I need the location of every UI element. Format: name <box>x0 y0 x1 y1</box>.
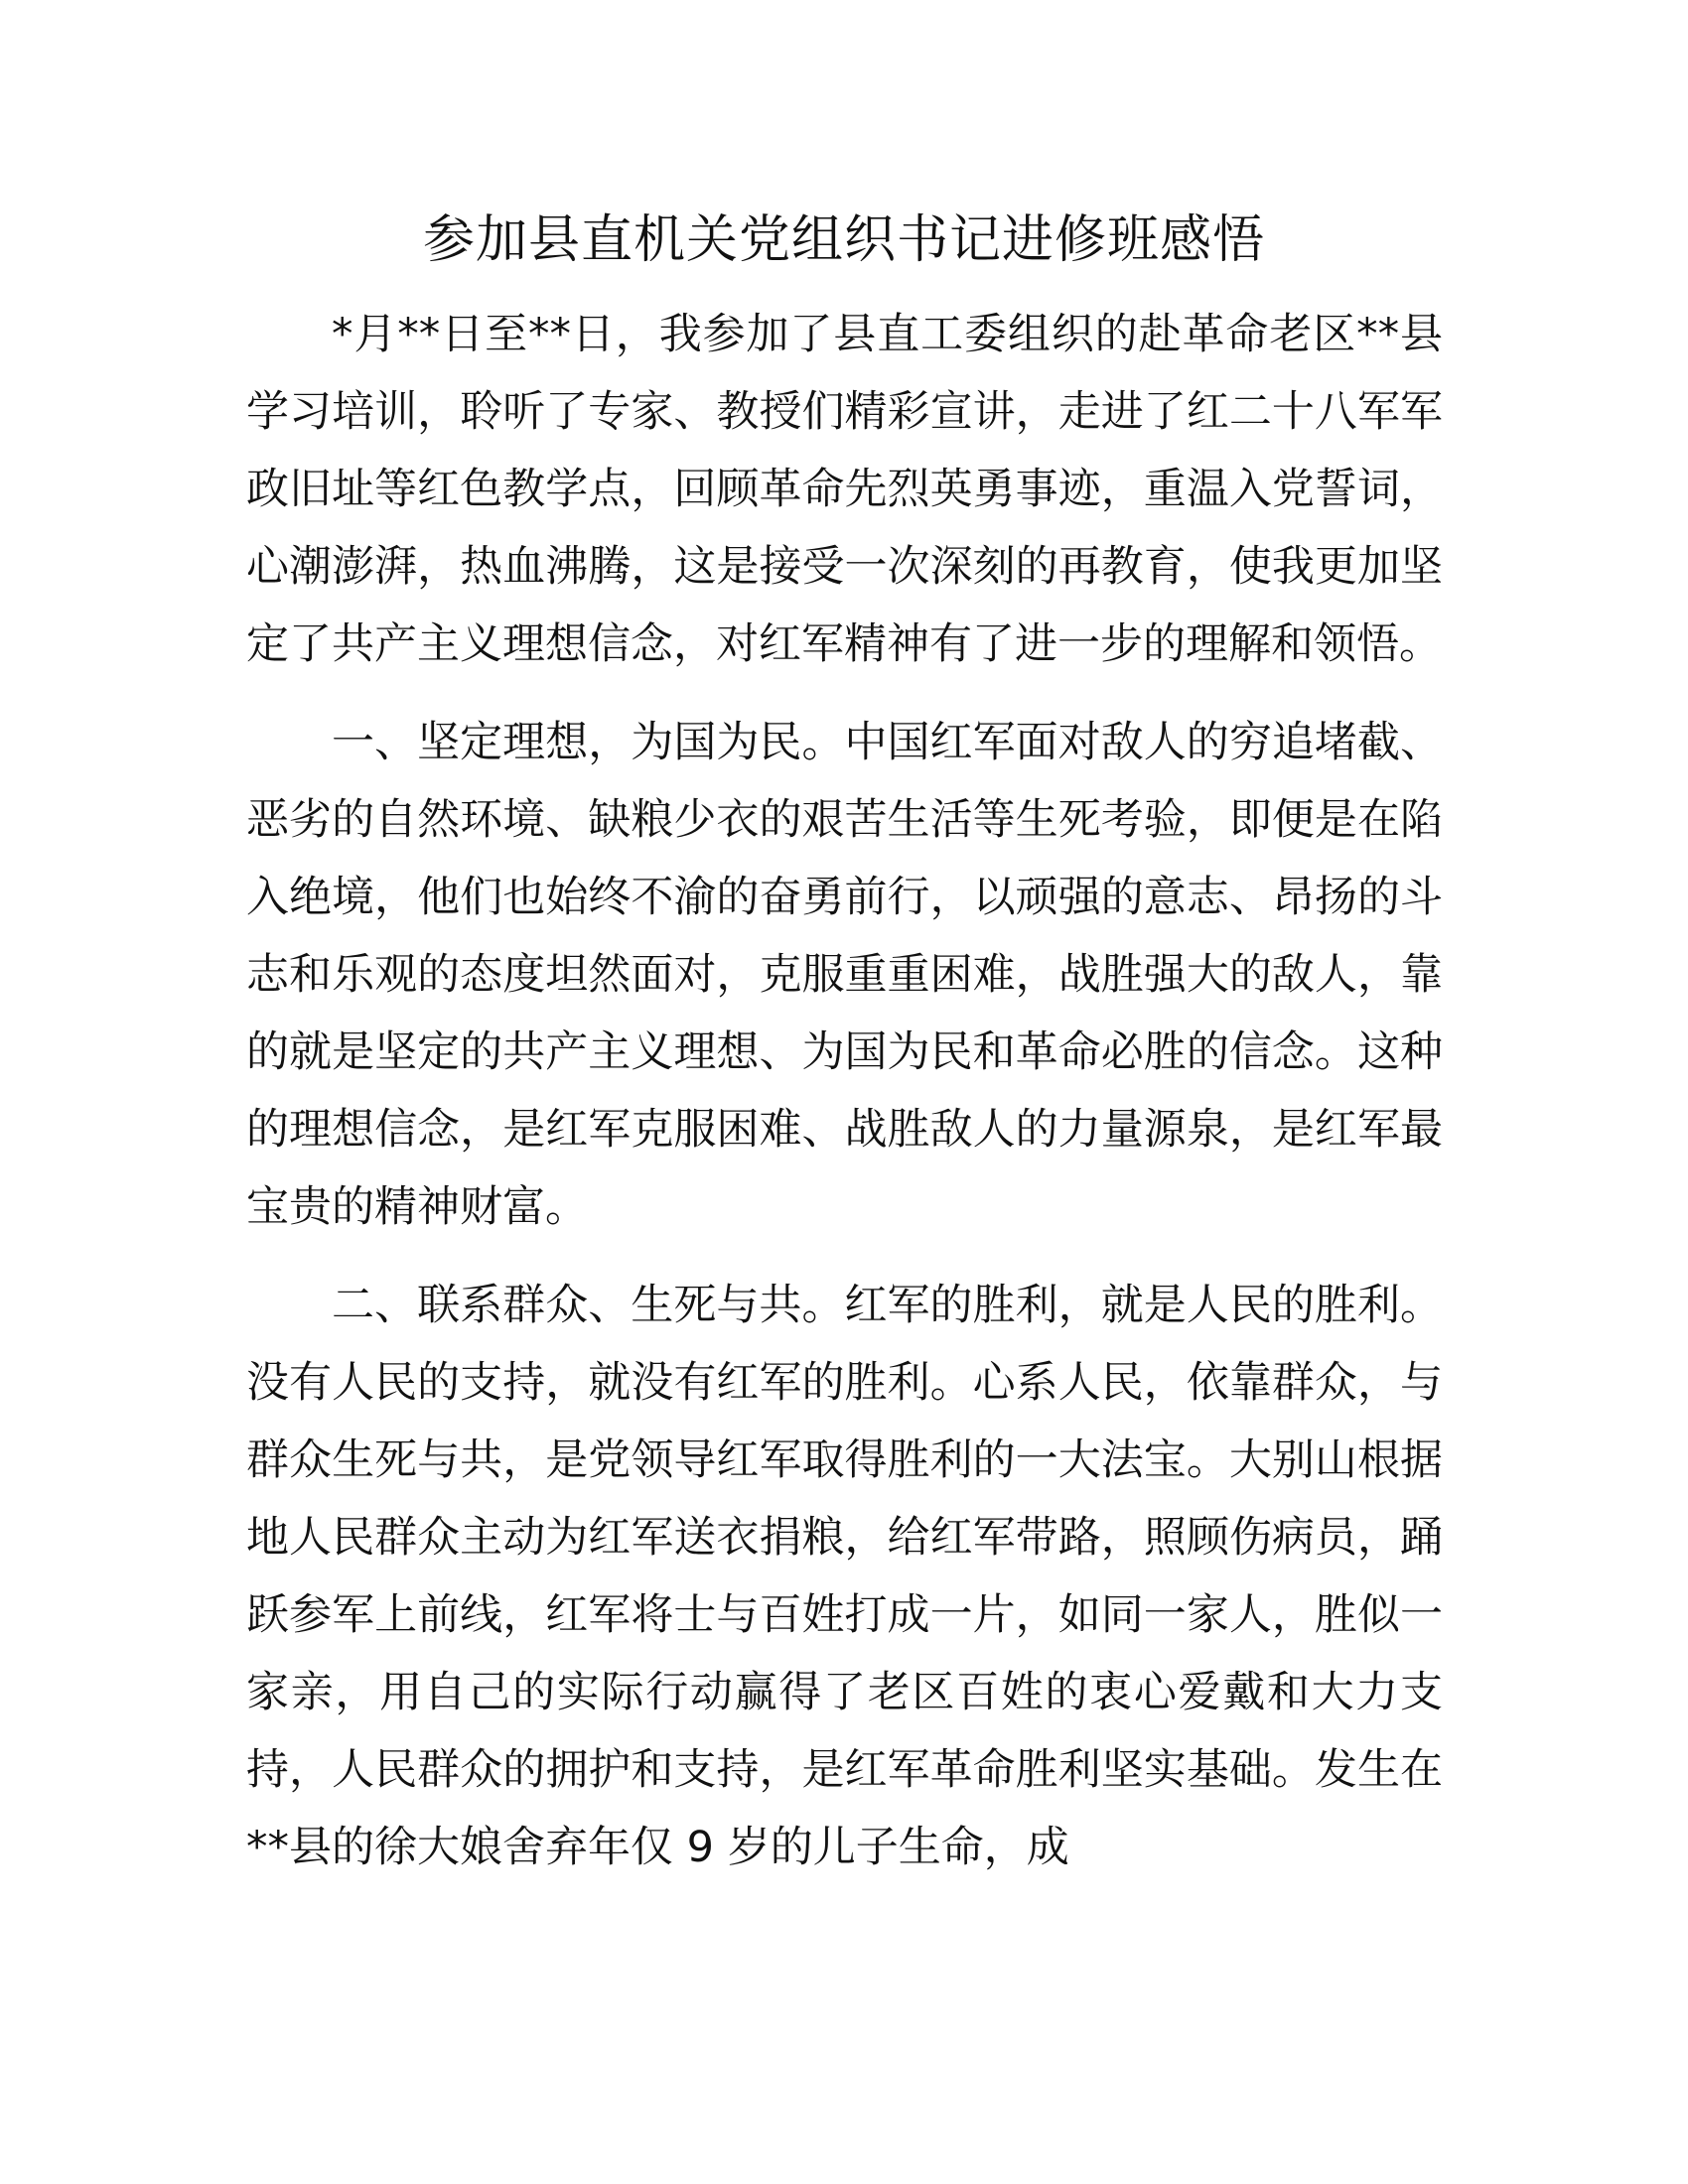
paragraph-section-one: 一、坚定理想，为国为民。中国红军面对敌人的穷追堵截、恶劣的自然环境、缺粮少衣的艰苦生活等生死考验，即便是在陷入绝境，他们也始终不渝的奋勇前行，以顽强的意志、昂扬的斗志和乐观的态度坦然面对，克服重重困难，战胜强大的敌人，靠的就是坚定的共产主义理想、为国为民和革命必胜的信念。这种的理想信念，是红军克服困难、战胜敌人的力量源泉，是红军最宝贵的精神财富。 <box>246 718 1443 1232</box>
paragraph-intro: *月**日至**日，我参加了县直工委组织的赴革命老区**县学习培训，聆听了专家、教授们精彩宣讲，走进了红二十八军军政旧址等红色教学点，回顾革命先烈英勇事迹，重温入党誓词，心潮澎湃，热血沸腾，这是接受一次深刻的再教育，使我更加坚定了共产主义理想信念，对红军精神有了进一步的理解和领悟。 <box>246 310 1443 669</box>
paragraph-section-two: 二、联系群众、生死与共。红军的胜利，就是人民的胜利。没有人民的支持，就没有红军的胜利。心系人民，依靠群众，与群众生死与共，是党领导红军取得胜利的一大法宝。大别山根据地人民群众主动为红军送衣捐粮，给红军带路，照顾伤病员，踊跃参军上前线，红军将士与百姓打成一片，如同一家人，胜似一家亲，用自己的实际行动赢得了老区百姓的衷心爱戴和大力支持，人民群众的拥护和支持，是红军革命胜利坚实基础。发生在**县的徐大娘舍弃年仅 9 岁的儿子生命，成 <box>246 1281 1443 1872</box>
document-body <box>246 296 1443 1907</box>
document-title: 参加县直机关党组织书记进修班感悟 <box>422 210 1265 270</box>
